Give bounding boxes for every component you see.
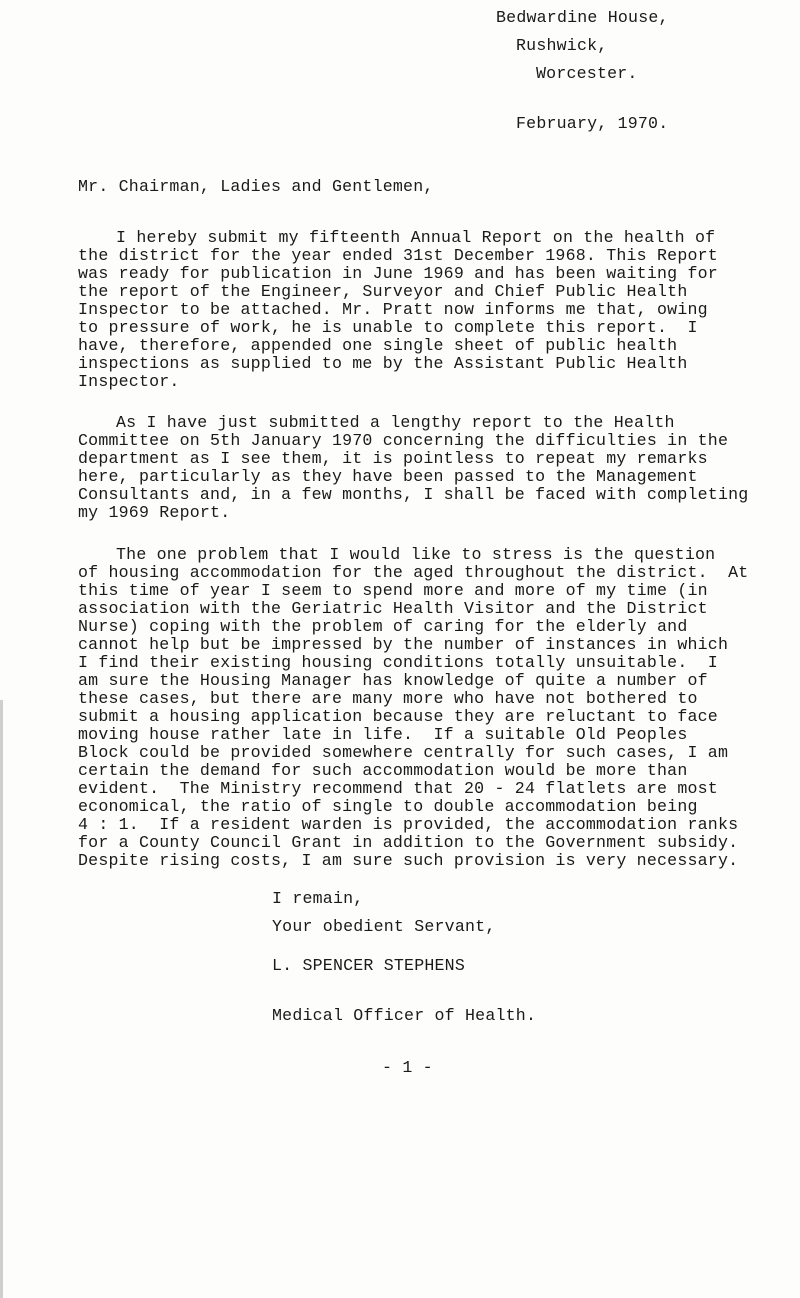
scan-edge-mark	[0, 700, 3, 1298]
closing-servant: Your obedient Servant,	[272, 917, 496, 936]
paragraph-line: to pressure of work, he is unable to complete this report. I	[78, 318, 698, 337]
paragraph-line: Despite rising costs, I am sure such provision is very necessary.	[78, 851, 739, 870]
salutation: Mr. Chairman, Ladies and Gentlemen,	[78, 177, 434, 196]
paragraph-line: moving house rather late in life. If a suitable Old Peoples	[78, 725, 688, 744]
paragraph-line: Block could be provided somewhere centrally for such cases, I am	[78, 743, 729, 762]
paragraph-line: department as I see them, it is pointless to repeat my remarks	[78, 449, 708, 468]
signatory-title: Medical Officer of Health.	[272, 1006, 537, 1025]
paragraph-line: here, particularly as they have been passed to the Management	[78, 467, 698, 486]
paragraph-line: evident. The Ministry recommend that 20 - 24 flatlets are most	[78, 779, 718, 798]
paragraph-line: association with the Geriatric Health Visitor and the District	[78, 599, 708, 618]
paragraph-line: this time of year I seem to spend more and more of my time (in	[78, 581, 708, 600]
paragraph-line: Nurse) coping with the problem of caring for the elderly and	[78, 617, 688, 636]
paragraph-line: these cases, but there are many more who have not bothered to	[78, 689, 698, 708]
paragraph-line: I hereby submit my fifteenth Annual Report on the health of	[116, 228, 716, 247]
address-line-2: Rushwick,	[516, 36, 608, 55]
paragraph-line: Committee on 5th January 1970 concerning the difficulties in the	[78, 431, 729, 450]
paragraph-line: economical, the ratio of single to double accommodation being	[78, 797, 698, 816]
paragraph-line: have, therefore, appended one single sheet of public health	[78, 336, 678, 355]
address-line-3: Worcester.	[536, 64, 638, 83]
paragraph-line: of housing accommodation for the aged throughout the district. At	[78, 563, 749, 582]
letter-date: February, 1970.	[516, 114, 669, 133]
paragraph-line: Consultants and, in a few months, I shall be faced with completing	[78, 485, 749, 504]
paragraph-line: inspections as supplied to me by the Assistant Public Health	[78, 354, 688, 373]
signatory-name: L. SPENCER STEPHENS	[272, 956, 465, 975]
paragraph-line: Inspector.	[78, 372, 180, 391]
paragraph-line: for a County Council Grant in addition to the Government subsidy.	[78, 833, 739, 852]
paragraph-line: my 1969 Report.	[78, 503, 231, 522]
paragraph-line: am sure the Housing Manager has knowledge of quite a number of	[78, 671, 708, 690]
paragraph-line: 4 : 1. If a resident warden is provided, the accommodation ranks	[78, 815, 739, 834]
address-line-1: Bedwardine House,	[496, 8, 669, 27]
page-number: - 1 -	[382, 1058, 433, 1077]
paragraph-line: the report of the Engineer, Surveyor and Chief Public Health	[78, 282, 688, 301]
paragraph-line: submit a housing application because they are reluctant to face	[78, 707, 718, 726]
paragraph-line: I find their existing housing conditions totally unsuitable. I	[78, 653, 718, 672]
paragraph-line: the district for the year ended 31st December 1968. This Report	[78, 246, 718, 265]
paragraph-line: cannot help but be impressed by the number of instances in which	[78, 635, 729, 654]
paragraph-line: certain the demand for such accommodation would be more than	[78, 761, 688, 780]
closing-remain: I remain,	[272, 889, 364, 908]
paragraph-line: Inspector to be attached. Mr. Pratt now informs me that, owing	[78, 300, 708, 319]
paragraph-line: As I have just submitted a lengthy report to the Health	[116, 413, 675, 432]
paragraph-line: was ready for publication in June 1969 and has been waiting for	[78, 264, 718, 283]
paragraph-line: The one problem that I would like to stress is the question	[116, 545, 716, 564]
